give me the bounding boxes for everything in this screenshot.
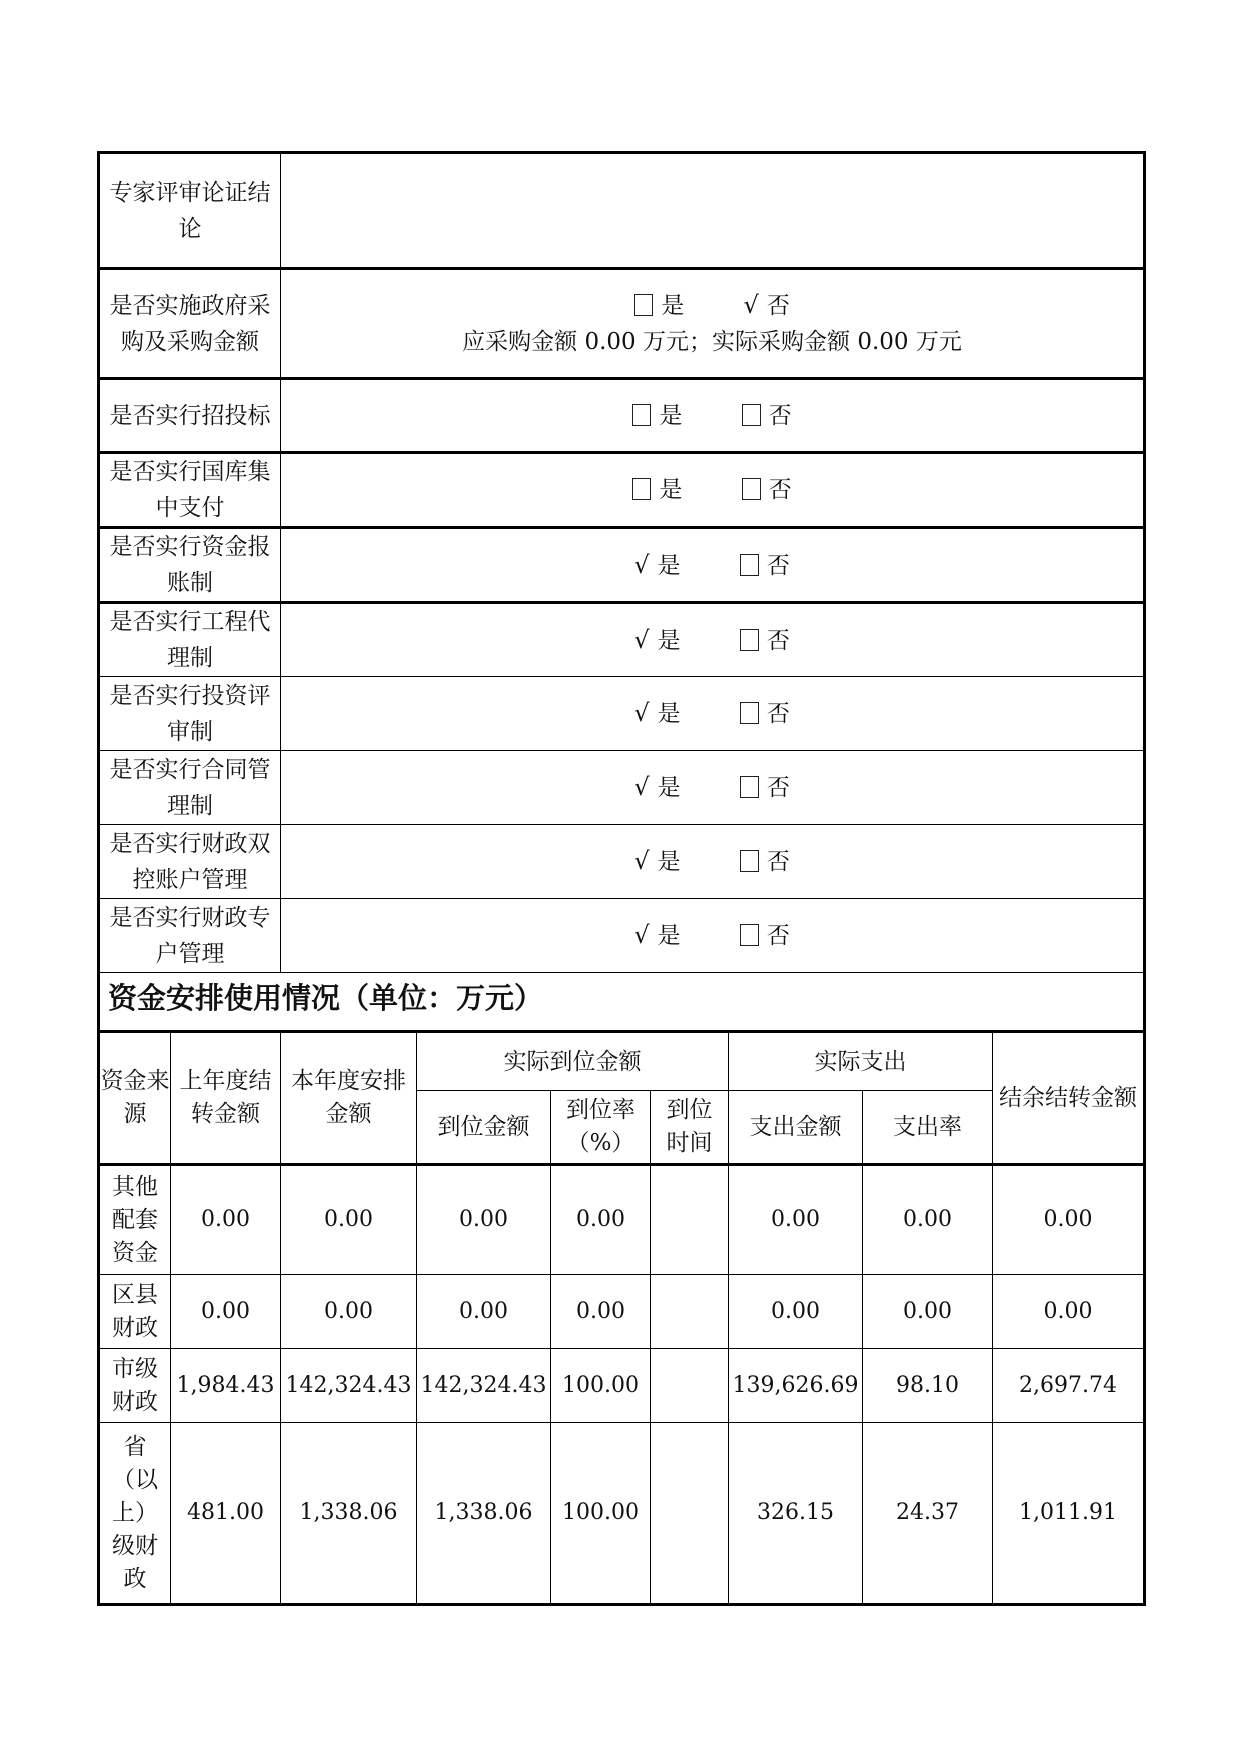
arrived-amount-cell: 142,324.43 bbox=[417, 1349, 551, 1423]
row-label: 是否实行国库集中支付 bbox=[99, 453, 281, 528]
treasury-payment-row bbox=[99, 453, 1145, 528]
header-current-allocated: 本年度安排金额 bbox=[281, 1032, 417, 1165]
checkmark-icon[interactable]: √ bbox=[634, 921, 650, 949]
option-yes[interactable]: √ 是 bbox=[634, 843, 680, 880]
checkmark-icon[interactable]: √ bbox=[634, 625, 650, 654]
source-cell: 其他配套资金 bbox=[99, 1165, 171, 1275]
option-yes[interactable]: √ 是 bbox=[634, 547, 680, 584]
choice-cell bbox=[281, 453, 1145, 528]
option-yes[interactable]: √ 是 bbox=[634, 695, 680, 732]
bidding-row bbox=[99, 379, 1145, 453]
option-no[interactable]: 否 bbox=[740, 844, 790, 880]
funds-header-row-1 bbox=[99, 1032, 1145, 1091]
unchecked-box-icon[interactable] bbox=[740, 554, 759, 576]
unchecked-box-icon[interactable] bbox=[740, 629, 759, 651]
option-yes[interactable]: √ 是 bbox=[634, 769, 680, 806]
row-label: 是否实行财政专户管理 bbox=[99, 899, 281, 973]
checkmark-icon[interactable]: √ bbox=[743, 291, 759, 319]
source-cell: 省（以上）级财政 bbox=[99, 1423, 171, 1605]
expert-review-content bbox=[281, 153, 1145, 269]
balance-cell: 0.00 bbox=[993, 1165, 1145, 1275]
expert-review-row bbox=[99, 153, 1145, 269]
contract-management-row bbox=[99, 751, 1145, 825]
source-cell: 区县财政 bbox=[99, 1275, 171, 1349]
option-no[interactable]: 否 bbox=[740, 548, 790, 584]
header-arrived-time: 到位时间 bbox=[651, 1091, 729, 1165]
option-no[interactable]: 否 bbox=[742, 472, 792, 508]
arrived-rate-cell: 0.00 bbox=[551, 1275, 651, 1349]
spent-rate-cell: 24.37 bbox=[863, 1423, 993, 1605]
investment-review-row bbox=[99, 677, 1145, 751]
row-label: 是否实行财政双控账户管理 bbox=[99, 825, 281, 899]
option-no[interactable]: 否 bbox=[740, 623, 790, 659]
unchecked-box-icon[interactable] bbox=[634, 294, 653, 316]
prev-carryover-cell: 0.00 bbox=[171, 1165, 281, 1275]
arrived-time-cell bbox=[651, 1349, 729, 1423]
source-cell: 市级财政 bbox=[99, 1349, 171, 1423]
option-no[interactable]: 否 bbox=[740, 918, 790, 954]
special-account-row bbox=[99, 899, 1145, 973]
project-agency-row bbox=[99, 603, 1145, 677]
fund-reimbursement-row bbox=[99, 528, 1145, 603]
option-yes[interactable]: 是 bbox=[634, 288, 684, 324]
arrived-rate-cell: 100.00 bbox=[551, 1349, 651, 1423]
choice-cell bbox=[281, 379, 1145, 453]
arrived-amount-cell: 0.00 bbox=[417, 1165, 551, 1275]
option-no[interactable]: 否 bbox=[742, 398, 792, 434]
balance-cell: 0.00 bbox=[993, 1275, 1145, 1349]
procurement-amount-note: 应采购金额 0.00 万元；实际采购金额 0.00 万元 bbox=[462, 329, 962, 355]
arrived-time-cell bbox=[651, 1165, 729, 1275]
unchecked-box-icon[interactable] bbox=[742, 478, 761, 500]
row-label: 是否实施政府采购及采购金额 bbox=[99, 269, 281, 379]
choice-cell bbox=[281, 825, 1145, 899]
header-actual-spending-group: 实际支出 bbox=[729, 1032, 993, 1091]
choice-cell bbox=[281, 677, 1145, 751]
procurement-choice-cell bbox=[281, 269, 1145, 379]
choice-cell bbox=[281, 528, 1145, 603]
arrived-time-cell bbox=[651, 1275, 729, 1349]
header-source: 资金来源 bbox=[99, 1032, 171, 1165]
current-allocated-cell: 1,338.06 bbox=[281, 1423, 417, 1605]
arrived-rate-cell: 100.00 bbox=[551, 1423, 651, 1605]
choice-cell bbox=[281, 603, 1145, 677]
spent-rate-cell: 98.10 bbox=[863, 1349, 993, 1423]
checkmark-icon[interactable]: √ bbox=[634, 699, 650, 727]
table-row bbox=[99, 1423, 1145, 1605]
header-balance: 结余结转金额 bbox=[993, 1032, 1145, 1165]
funds-section-heading-row bbox=[99, 973, 1145, 1032]
option-yes[interactable]: √ 是 bbox=[634, 917, 680, 954]
header-actual-arrived-group: 实际到位金额 bbox=[417, 1032, 729, 1091]
option-no[interactable]: 否 bbox=[740, 696, 790, 732]
spent-amount-cell: 0.00 bbox=[729, 1165, 863, 1275]
table-row bbox=[99, 1165, 1145, 1275]
checkmark-icon[interactable]: √ bbox=[634, 550, 650, 579]
section-title: 资金安排使用情况（单位：万元） bbox=[99, 973, 1145, 1032]
option-no[interactable]: 否 bbox=[740, 770, 790, 806]
header-arrived-rate: 到位率（%） bbox=[551, 1091, 651, 1165]
prev-carryover-cell: 1,984.43 bbox=[171, 1349, 281, 1423]
header-spent-amount: 支出金额 bbox=[729, 1091, 863, 1165]
arrived-rate-cell: 0.00 bbox=[551, 1165, 651, 1275]
arrived-time-cell bbox=[651, 1423, 729, 1605]
option-yes[interactable]: √ 是 bbox=[634, 622, 680, 659]
balance-cell: 1,011.91 bbox=[993, 1423, 1145, 1605]
header-arrived-amount: 到位金额 bbox=[417, 1091, 551, 1165]
row-label: 是否实行投资评审制 bbox=[99, 677, 281, 751]
option-yes[interactable]: 是 bbox=[632, 472, 682, 508]
unchecked-box-icon[interactable] bbox=[740, 702, 759, 724]
spent-amount-cell: 326.15 bbox=[729, 1423, 863, 1605]
header-spent-rate: 支出率 bbox=[863, 1091, 993, 1165]
current-allocated-cell: 0.00 bbox=[281, 1275, 417, 1349]
arrived-amount-cell: 0.00 bbox=[417, 1275, 551, 1349]
choice-cell bbox=[281, 899, 1145, 973]
row-label: 是否实行招投标 bbox=[99, 379, 281, 453]
spent-amount-cell: 139,626.69 bbox=[729, 1349, 863, 1423]
unchecked-box-icon[interactable] bbox=[632, 404, 651, 426]
project-info-table bbox=[97, 151, 1146, 1606]
current-allocated-cell: 0.00 bbox=[281, 1165, 417, 1275]
dual-control-account-row bbox=[99, 825, 1145, 899]
procurement-row bbox=[99, 269, 1145, 379]
checkmark-icon[interactable]: √ bbox=[634, 773, 650, 801]
table-row bbox=[99, 1275, 1145, 1349]
row-label: 是否实行合同管理制 bbox=[99, 751, 281, 825]
unchecked-box-icon[interactable] bbox=[740, 776, 759, 798]
balance-cell: 2,697.74 bbox=[993, 1349, 1145, 1423]
option-yes[interactable]: 是 bbox=[632, 398, 682, 434]
unchecked-box-icon[interactable] bbox=[740, 850, 759, 872]
spent-amount-cell: 0.00 bbox=[729, 1275, 863, 1349]
option-no[interactable]: √ 否 bbox=[744, 287, 790, 324]
spent-rate-cell: 0.00 bbox=[863, 1165, 993, 1275]
row-label: 是否实行工程代理制 bbox=[99, 603, 281, 677]
choice-cell bbox=[281, 751, 1145, 825]
document-page bbox=[97, 151, 1143, 1606]
table-row bbox=[99, 1349, 1145, 1423]
unchecked-box-icon[interactable] bbox=[740, 924, 759, 946]
unchecked-box-icon[interactable] bbox=[632, 478, 651, 500]
row-label: 专家评审论证结论 bbox=[99, 153, 281, 269]
header-prev-carryover: 上年度结转金额 bbox=[171, 1032, 281, 1165]
arrived-amount-cell: 1,338.06 bbox=[417, 1423, 551, 1605]
row-label: 是否实行资金报账制 bbox=[99, 528, 281, 603]
current-allocated-cell: 142,324.43 bbox=[281, 1349, 417, 1423]
checkmark-icon[interactable]: √ bbox=[634, 847, 650, 875]
spent-rate-cell: 0.00 bbox=[863, 1275, 993, 1349]
prev-carryover-cell: 481.00 bbox=[171, 1423, 281, 1605]
prev-carryover-cell: 0.00 bbox=[171, 1275, 281, 1349]
unchecked-box-icon[interactable] bbox=[742, 404, 761, 426]
